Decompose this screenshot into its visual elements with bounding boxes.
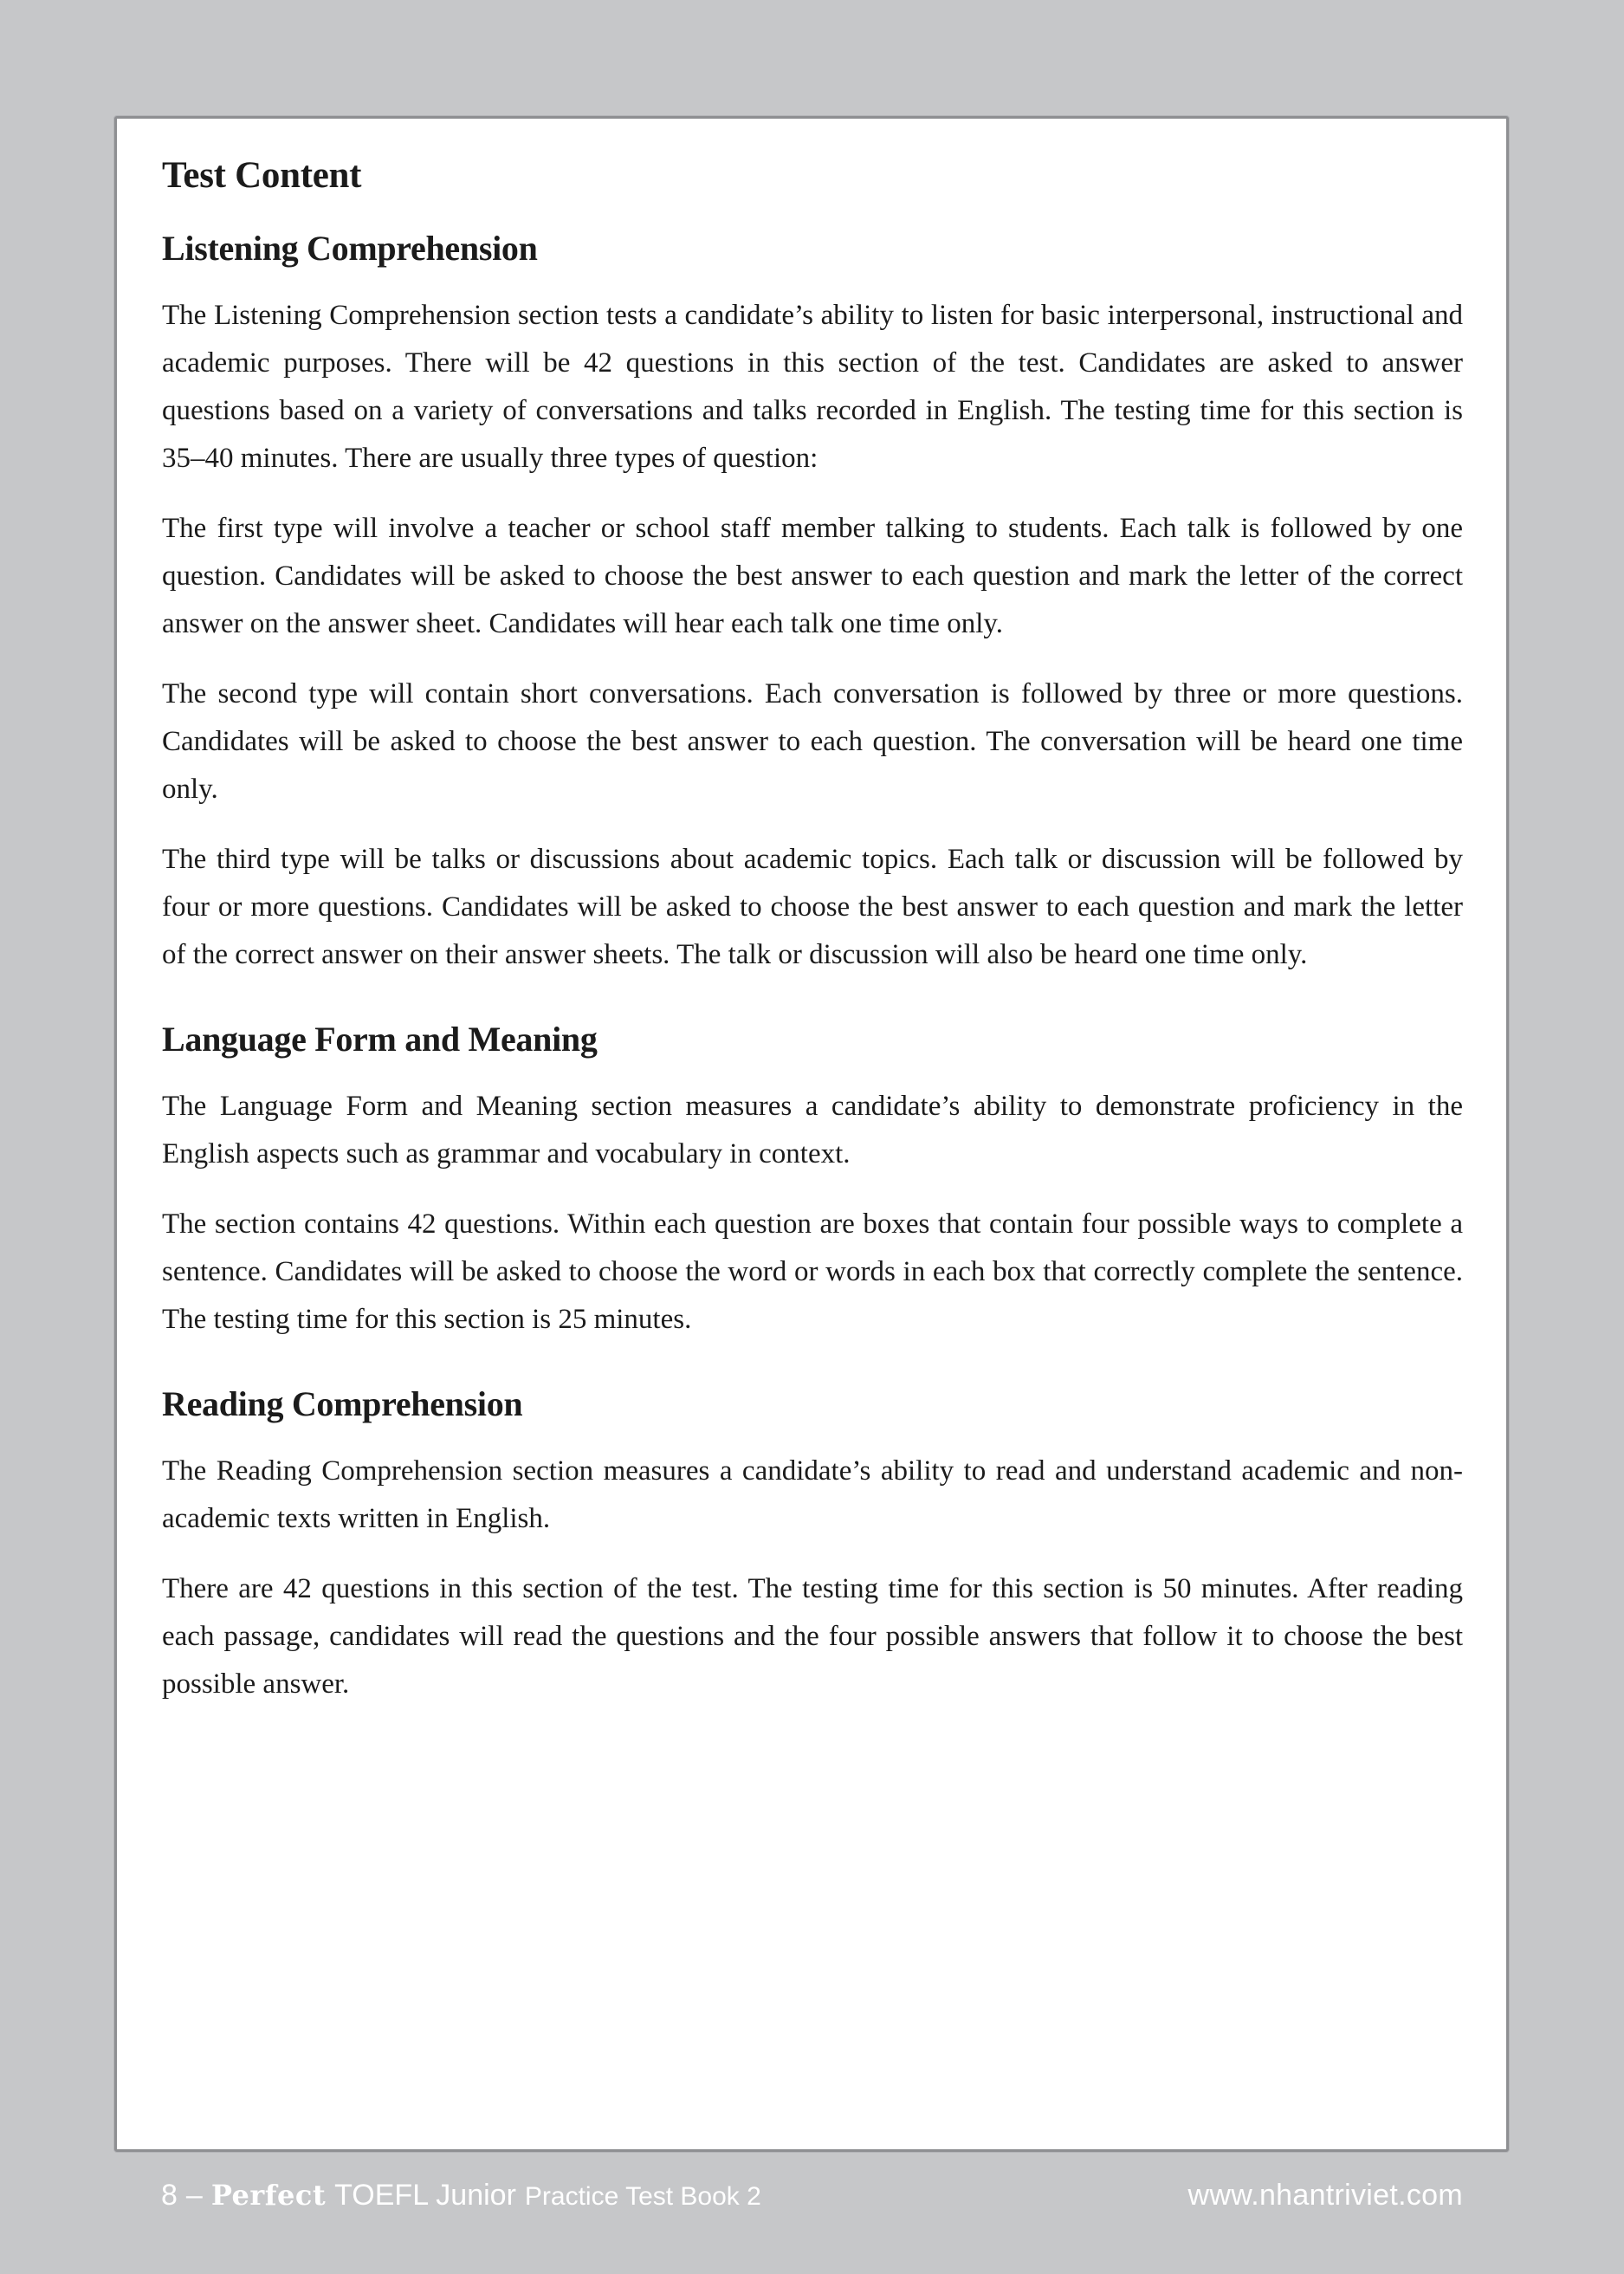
footer-subtitle: Practice Test Book 2 — [524, 2181, 761, 2211]
footer-separator: – — [185, 2178, 203, 2212]
section-heading: Listening Comprehension — [162, 228, 538, 268]
paragraph: The Listening Comprehension section tests a candidate’s ability to listen for basic interpersonal, instructional and academic purposes. There will be 42 questions in this section of the test. Candidates are asked to answer questions based on a variety of conversations and talks recorded in English. The testing time for this section is 35–40 minutes. There are usually three types of question: — [162, 299, 1463, 474]
document-page — [114, 116, 1509, 2152]
section-listening-comprehension — [162, 228, 1463, 979]
page-content — [162, 153, 1463, 1731]
footer-url: www.nhantriviet.com — [1187, 2178, 1463, 2212]
section-heading: Reading Comprehension — [162, 1383, 523, 1423]
paragraph: The Reading Comprehension section measures a candidate’s ability to read and understand academic and non-academic texts written in English. — [162, 1454, 1463, 1534]
section-language-form-and-meaning — [162, 1019, 1463, 1344]
section-reading-comprehension — [162, 1383, 1463, 1708]
paragraph: The section contains 42 questions. Within each question are boxes that contain four possible ways to complete a sentence. Candidates will be asked to choose the word or words in each box that correctly complete the sentence. The testing time for this section is 25 minutes. — [162, 1208, 1463, 1335]
section-heading: Language Form and Meaning — [162, 1019, 598, 1059]
paragraph: There are 42 questions in this section of the test. The testing time for this section is 50 minutes. After reading each passage, candidates will read the questions and the four possible answers that follow it to choose the best possible answer. — [162, 1572, 1463, 1700]
page-number: 8 — [161, 2178, 178, 2212]
paragraph: The Language Form and Meaning section measures a candidate’s ability to demonstrate proficiency in the English aspects such as grammar and vocabulary in context. — [162, 1090, 1463, 1169]
footer-brand: Perfect — [210, 2178, 327, 2212]
paragraph: The third type will be talks or discussions about academic topics. Each talk or discussion will be followed by four or more questions. Candidates will be asked to choose the best answer to each question and mark the letter of the correct answer on their answer sheets. The talk or discussion will also be heard one time only. — [162, 843, 1463, 970]
paragraph: The second type will contain short conversations. Each conversation is followed by three or more questions. Candidates will be asked to choose the best answer to each question. The conversation will be heard one time only. — [162, 677, 1463, 805]
page-title: Test Content — [162, 155, 362, 196]
paragraph: The first type will involve a teacher or school staff member talking to students. Each talk is followed by one question. Candidates will be asked to choose the best answer to each question and mark the letter of the correct answer on the answer sheet. Candidates will hear each talk one time only. — [162, 512, 1463, 639]
footer-product: TOEFL Junior — [334, 2178, 516, 2212]
footer-book-info — [161, 2179, 761, 2212]
page-footer — [161, 2174, 1463, 2216]
